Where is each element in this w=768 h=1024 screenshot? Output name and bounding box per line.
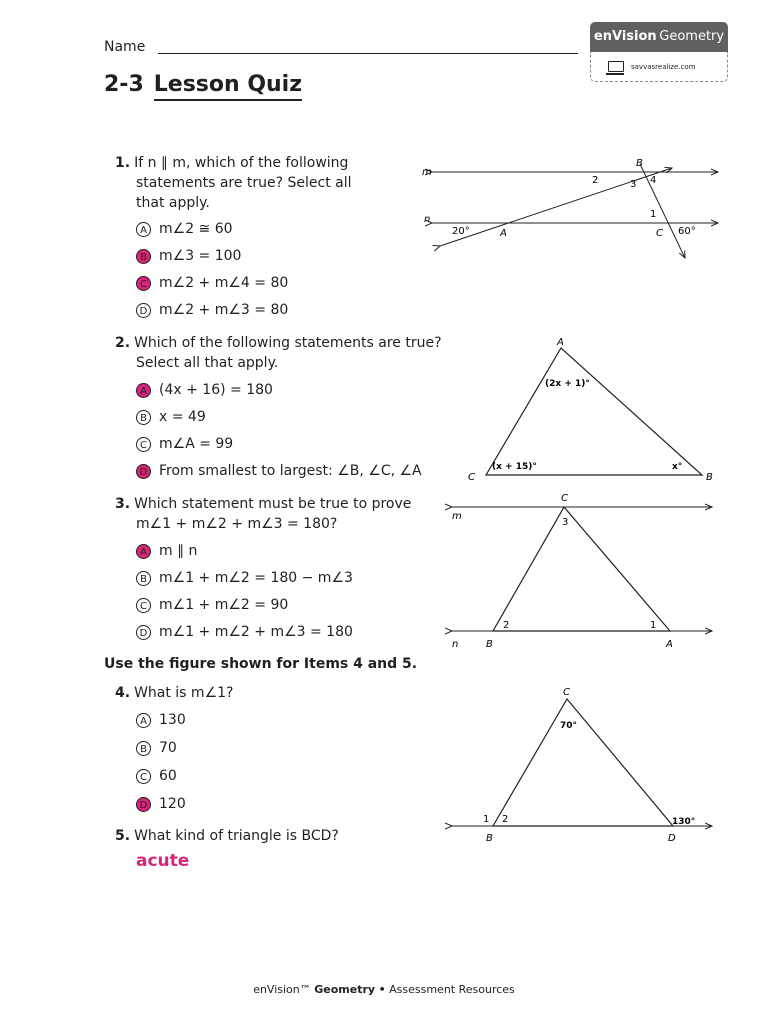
- q4-option-d[interactable]: [136, 794, 186, 814]
- q2-text-1: Which of the following statements are true?: [134, 335, 442, 351]
- brand-url: savvasrealize.com: [631, 63, 696, 71]
- q2-figure: [460, 332, 730, 487]
- lesson-title: Lesson Quiz: [154, 72, 302, 101]
- label-B: B: [486, 639, 493, 650]
- q4-figure: [440, 684, 730, 846]
- label-m: m: [422, 167, 432, 178]
- option-bubble[interactable]: C: [136, 437, 151, 452]
- label-n: n: [452, 639, 459, 650]
- angle-C: (x + 15)°: [492, 462, 537, 472]
- angle-B: x°: [672, 462, 683, 472]
- label-n: n: [424, 214, 431, 225]
- option-bubble[interactable]: B: [136, 410, 151, 425]
- q3-option-c[interactable]: [136, 595, 353, 615]
- angle-A: (2x + 1)°: [545, 379, 590, 389]
- option-text: From smallest to largest: ∠B, ∠C, ∠A: [159, 463, 422, 479]
- angle-3: 3: [562, 517, 569, 528]
- option-bubble-selected[interactable]: A: [136, 544, 151, 559]
- option-text: m ∥ n: [159, 543, 198, 559]
- page-footer: [0, 983, 768, 996]
- option-text: m∠A = 99: [159, 436, 234, 452]
- q2-option-d[interactable]: [136, 461, 422, 481]
- q5-answer: acute: [136, 851, 190, 871]
- label-C: C: [656, 228, 663, 239]
- angle-2: 2: [502, 814, 509, 825]
- angle-2: 2: [592, 175, 599, 186]
- label-m: m: [452, 511, 462, 522]
- q2-options: [136, 380, 422, 481]
- brand-vision: Vision: [611, 29, 657, 44]
- q3-figure: [440, 488, 730, 653]
- brand-en: en: [593, 29, 612, 44]
- footer-brand: enVision™: [253, 983, 311, 996]
- q2-text-2: Select all that apply.: [136, 355, 279, 371]
- option-text: m∠1 + m∠2 + m∠3 = 180: [159, 624, 353, 640]
- option-text: 120: [159, 796, 186, 812]
- q4-option-b[interactable]: [136, 738, 186, 758]
- q1-text-1: If n ∥ m, which of the following: [134, 155, 349, 171]
- q1-figure: [410, 150, 730, 265]
- brand-link[interactable]: [590, 52, 728, 82]
- name-line: [158, 53, 578, 54]
- q5-number: 5.: [115, 828, 131, 844]
- option-text: 130: [159, 712, 186, 728]
- q5-text: What kind of triangle is BCD?: [134, 828, 339, 844]
- angle-1: 1: [483, 814, 490, 825]
- question-1: [115, 153, 352, 213]
- label-A: A: [666, 639, 673, 650]
- question-4: [115, 683, 233, 703]
- option-text: m∠1 + m∠2 = 90: [159, 597, 289, 613]
- brand-logo: [590, 22, 728, 52]
- footer-bullet: •: [378, 983, 386, 996]
- label-A: A: [500, 228, 507, 239]
- question-3: [115, 494, 411, 534]
- q4-option-c[interactable]: [136, 766, 186, 786]
- q1-option-c[interactable]: [136, 273, 288, 293]
- option-bubble-selected[interactable]: B: [136, 249, 151, 264]
- q4-number: 4.: [115, 685, 131, 701]
- footer-subject: Geometry: [314, 983, 376, 996]
- q1-options: [136, 219, 288, 320]
- q3-text-1: Which statement must be true to prove: [134, 496, 412, 512]
- angle-60: 60°: [678, 226, 696, 237]
- option-bubble[interactable]: B: [136, 571, 151, 586]
- option-text: m∠2 + m∠3 = 80: [159, 302, 289, 318]
- q3-option-d[interactable]: [136, 622, 353, 642]
- q3-option-b[interactable]: [136, 568, 353, 588]
- q3-option-a[interactable]: [136, 541, 353, 561]
- option-bubble[interactable]: B: [136, 741, 151, 756]
- footer-rest: Assessment Resources: [389, 983, 515, 996]
- brand-geometry: Geometry: [659, 29, 725, 44]
- name-label: Name: [104, 39, 146, 55]
- q4-option-a[interactable]: [136, 710, 186, 730]
- q1-text-2: statements are true? Select all: [136, 175, 352, 191]
- angle-4: 4: [650, 175, 657, 186]
- use-figure-instruction: Use the figure shown for Items 4 and 5.: [104, 656, 418, 672]
- q4-text: What is m∠1?: [134, 685, 234, 701]
- q2-option-c[interactable]: [136, 434, 422, 454]
- option-bubble[interactable]: D: [136, 303, 151, 318]
- label-C: C: [563, 687, 570, 698]
- option-text: m∠2 + m∠4 = 80: [159, 275, 289, 291]
- option-text: m∠2 ≅ 60: [159, 221, 233, 237]
- label-C: C: [561, 493, 568, 504]
- option-bubble[interactable]: A: [136, 222, 151, 237]
- option-bubble-selected[interactable]: D: [136, 797, 151, 812]
- option-text: 70: [159, 740, 177, 756]
- q3-number: 3.: [115, 496, 131, 512]
- q3-options: [136, 541, 353, 642]
- option-bubble[interactable]: A: [136, 713, 151, 728]
- option-text: x = 49: [159, 409, 206, 425]
- q2-option-a[interactable]: [136, 380, 422, 400]
- question-2: [115, 333, 442, 373]
- question-5: [115, 826, 339, 846]
- angle-20: 20°: [452, 226, 470, 237]
- q1-text-3: that apply.: [136, 195, 210, 211]
- q3-text-2: m∠1 + m∠2 + m∠3 = 180?: [136, 516, 338, 532]
- option-bubble[interactable]: C: [136, 769, 151, 784]
- option-bubble-selected[interactable]: C: [136, 276, 151, 291]
- label-B: B: [636, 158, 643, 169]
- option-bubble-selected[interactable]: D: [136, 464, 151, 479]
- q1-number: 1.: [115, 155, 131, 171]
- label-D: D: [668, 833, 676, 844]
- angle-2: 2: [503, 620, 510, 631]
- option-bubble[interactable]: C: [136, 598, 151, 613]
- label-B: B: [706, 472, 713, 483]
- angle-3: 3: [630, 179, 637, 190]
- q4-options: [136, 710, 186, 814]
- option-bubble[interactable]: D: [136, 625, 151, 640]
- angle-130: 130°: [672, 817, 696, 827]
- q2-number: 2.: [115, 335, 131, 351]
- option-text: 60: [159, 768, 177, 784]
- label-B: B: [486, 833, 493, 844]
- q1-option-d[interactable]: [136, 300, 288, 320]
- option-text: m∠1 + m∠2 = 180 − m∠3: [159, 570, 353, 586]
- angle-1: 1: [650, 209, 657, 220]
- label-C: C: [468, 472, 475, 483]
- q1-option-a[interactable]: [136, 219, 288, 239]
- label-A: A: [557, 337, 564, 348]
- option-bubble-selected[interactable]: A: [136, 383, 151, 398]
- option-text: m∠3 = 100: [159, 248, 242, 264]
- angle-70: 70°: [560, 721, 578, 731]
- q1-option-b[interactable]: [136, 246, 288, 266]
- q2-option-b[interactable]: [136, 407, 422, 427]
- laptop-icon: [608, 61, 624, 72]
- angle-1: 1: [650, 620, 657, 631]
- option-text: (4x + 16) = 180: [159, 382, 273, 398]
- lesson-number: 2-3: [104, 72, 144, 97]
- page-title: [104, 72, 302, 101]
